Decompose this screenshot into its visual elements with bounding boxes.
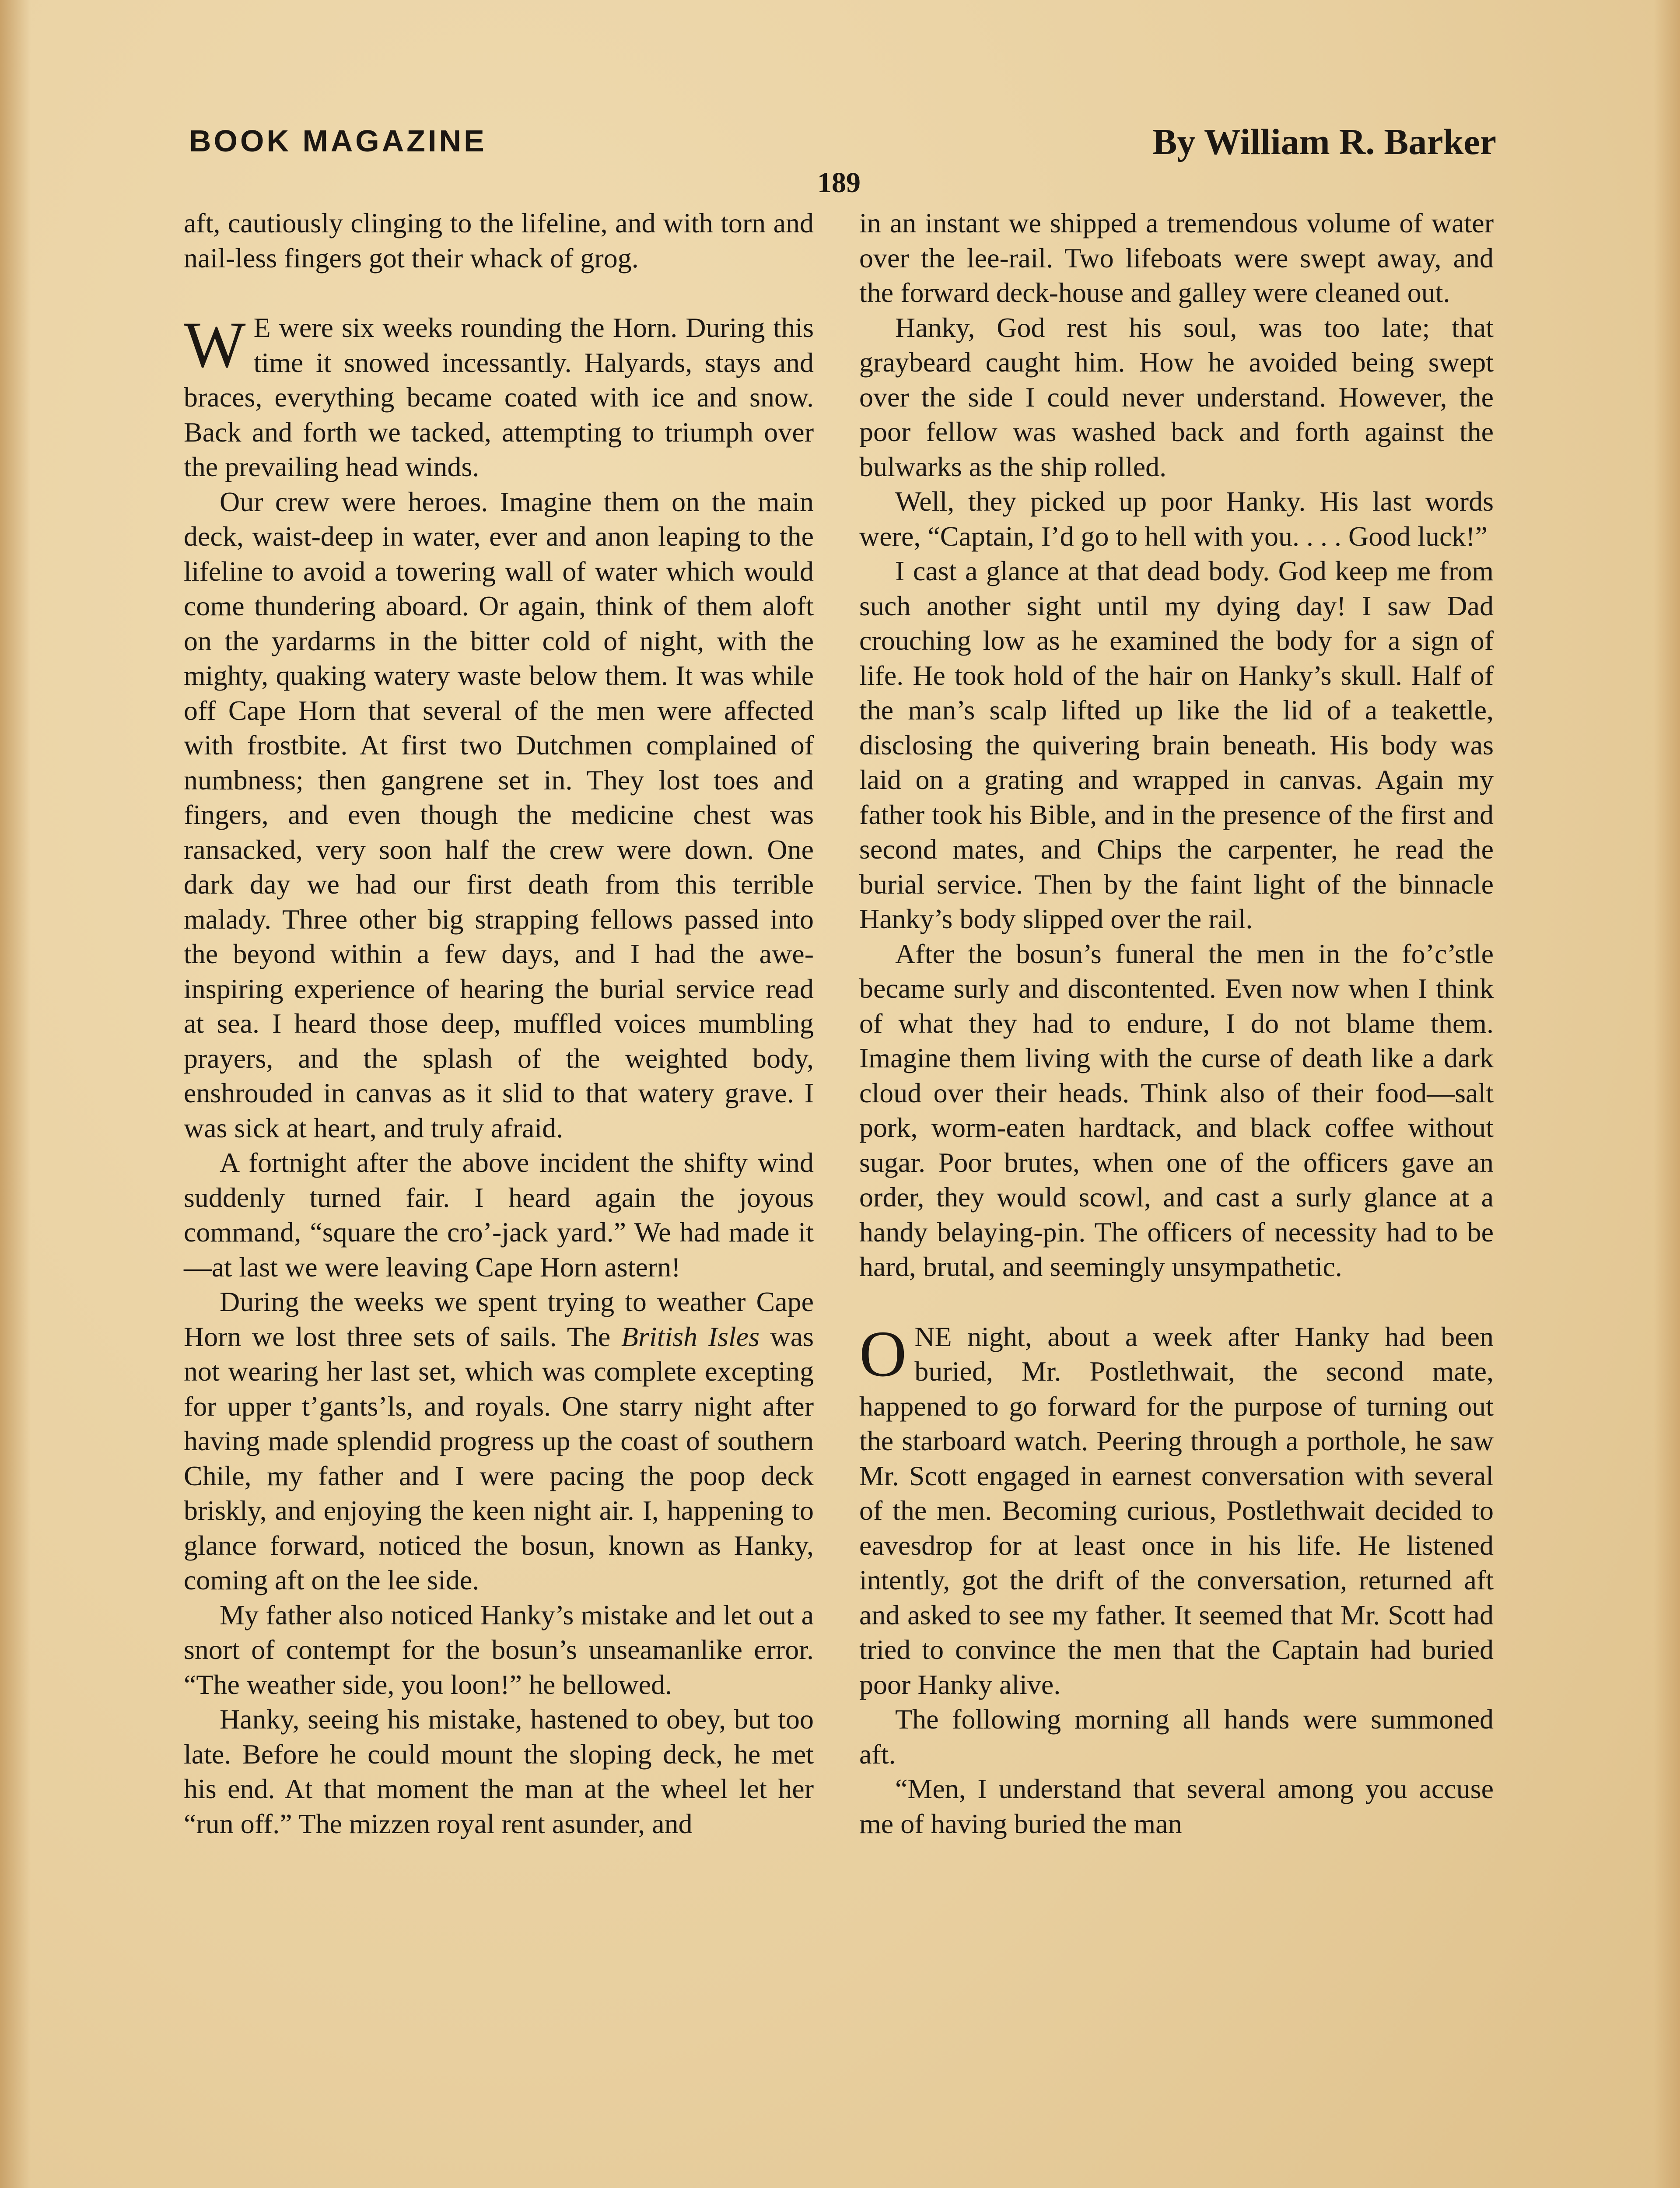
paragraph-text: During the weeks we spent trying to weather Cape Horn we lost three sets of sails. The — [184, 1286, 814, 1352]
paragraph: A fortnight after the above incident the shifty wind suddenly turned fair. I heard again the joyous command, “square the cro’-jack yard.” We had made it—at last we were leaving Cape Horn astern! — [184, 1147, 814, 1283]
paragraph: Hanky, God rest his soul, was too late; that graybeard caught him. How he avoided being swept over the side I could never understand. However, the poor fellow was washed back and forth against the bulwarks as the ship rolled. — [859, 312, 1494, 482]
author-byline: By William R. Barker — [1152, 122, 1496, 162]
paragraph: Our crew were heroes. Imagine them on the main deck, waist-deep in water, ever and anon leaping to the lifeline to avoid a towering wall of water which would come thundering aboard. Or again, think of them aloft on the yardarms in the bitter cold of night, with the mighty, quaking watery waste below them. It was while off Cape Horn that several of the men were affected with frostbite. At first two Dutchmen complained of numbness; then gangrene set in. They lost toes and fingers, and even though the medicine chest was ransacked, very soon half the crew were down. One dark day we had our first death from this terrible malady. Three other big strapping fellows passed into the beyond within a few days, and I had the awe-inspiring experience of hearing the burial service read at sea. I heard those deep, muffled voices mumbling prayers, and the splash of the weighted body, enshrouded in canvas as it slid to that watery grave. I was sick at heart, and truly afraid. — [184, 486, 814, 1143]
ship-name: British Isles — [621, 1321, 760, 1352]
publication-header: BOOK MAGAZINE — [189, 124, 487, 158]
paragraph: in an instant we shipped a tremendous volume of water over the lee-rail. Two lifeboats were swept away, and the forward deck-house and galley were cleaned out. — [859, 207, 1494, 308]
paragraph: The following morning all hands were summoned aft. — [859, 1704, 1494, 1770]
paragraph: After the bosun’s funeral the men in the fo’c’stle became surly and discontented. Even now when I think of what they had to endure, I do not blame them. Imagine them living with the curse of death like a dark cloud over their heads. Think also of their food—salt pork, worm-eaten hardtack, and black coffee without sugar. Poor brutes, when one of the officers gave an order, they would scowl, and cast a surly glance at a handy belaying-pin. The officers of necessity had to be hard, brutal, and seemingly unsympathetic. — [859, 938, 1494, 1282]
paragraph-text: was not wearing her last set, which was complete excepting for upper t’gants’ls, and royals. One starry night after having made splendid progress up the coast of southern Chile, my father and I were pacing the poop deck briskly, and enjoying the keen night air. I, happening to glance forward, noticed the bosun, known as Hanky, coming aft on the lee side. — [184, 1321, 814, 1595]
paragraph-text: E were six weeks rounding the Horn. During this time it snowed incessantly. Halyards, stays and braces, everything became coated with ice and snow. Back and forth we tacked, attempting to triumph over the prevailing head winds. — [184, 312, 814, 482]
paragraph: “Men, I understand that several among you accuse me of having buried the man — [859, 1773, 1494, 1839]
page-number: 189 — [817, 167, 861, 199]
paragraph-text: NE night, about a week after Hanky had been buried, Mr. Postlethwait, the second mate, happened to go forward for the purpose of turning out the starboard watch. Peering through a porthole, he saw Mr. Scott engaged in earnest conversation with several of the men. Becoming curious, Postlethwait decided to eavesdrop for at least once in his life. He listened intently, got the drift of the conversation, returned aft and asked to see my father. It seemed that Mr. Scott had tried to convince the men that the Captain had buried poor Hanky alive. — [859, 1321, 1494, 1700]
drop-cap: W — [184, 309, 246, 381]
paragraph: My father also noticed Hanky’s mistake and let out a snort of contempt for the bosun’s unseamanlike error. “The weather side, you loon!” he bellowed. — [184, 1599, 814, 1700]
page-edge-shadow-right — [1654, 0, 1680, 2188]
drop-cap: O — [859, 1317, 907, 1390]
paragraph — [184, 1284, 814, 1598]
paragraph: aft, cautiously clinging to the lifeline, and with torn and nail-less fingers got their whack of grog. — [184, 207, 814, 274]
right-column — [859, 206, 1494, 1841]
page-edge-shadow-left — [0, 0, 31, 2188]
paragraph: I cast a glance at that dead body. God keep me from such another sight until my dying day! I saw Dad crouching low as he examined the body for a sign of life. He took hold of the hair on Hanky’s skull. Half of the man’s scalp lifted up like the lid of a teakettle, disclosing the quivering brain beneath. His body was laid on a grating and wrapped in canvas. Again my father took his Bible, and in the presence of the first and second mates, and Chips the carpenter, he read the burial service. Then by the faint light of the binnacle Hanky’s body slipped over the rail. — [859, 555, 1494, 934]
paragraph-section-start — [184, 310, 814, 484]
paragraph-section-start — [859, 1319, 1494, 1702]
paragraph: Hanky, seeing his mistake, hastened to obey, but too late. Before he could mount the sloping deck, he met his end. At that moment the man at the wheel let her “run off.” The mizzen royal rent asunder, and — [184, 1704, 814, 1839]
paragraph: Well, they picked up poor Hanky. His last words were, “Captain, I’d go to hell with you. . . . Good luck!” — [859, 486, 1494, 552]
left-column — [184, 206, 814, 1841]
